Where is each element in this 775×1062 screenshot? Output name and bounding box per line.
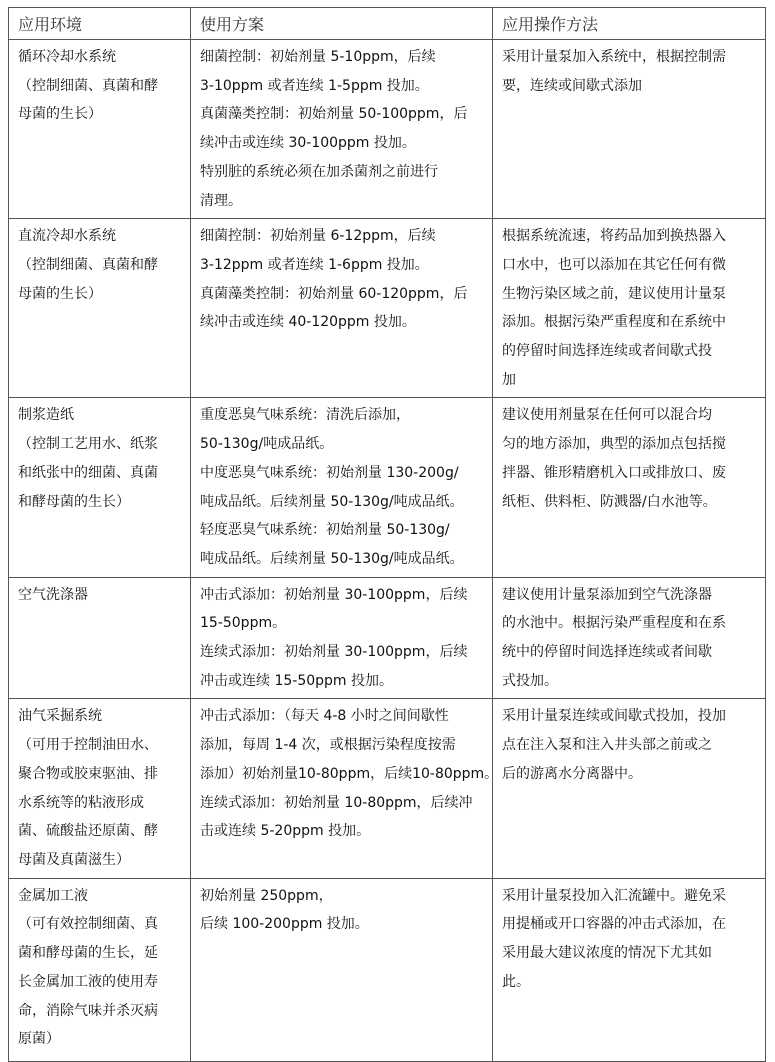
operation-method-cell: [493, 40, 766, 219]
environment-cell: [9, 219, 191, 398]
cell-text-line: 命，消除气味并杀灭病: [18, 1002, 158, 1019]
operation-method-cell: [493, 577, 766, 699]
cell-text-line: 建议使用剂量泵在任何可以混合均: [502, 407, 712, 424]
cell-text-line: 吨成品纸。后续剂量 50-130g/吨成品纸。: [200, 550, 464, 567]
cell-text-line: 母菌及真菌滋生）: [18, 851, 130, 868]
usage-plan-cell: [191, 40, 493, 219]
environment-cell: [9, 699, 191, 878]
cell-text-line: 菌、硫酸盐还原菌、酵: [18, 823, 158, 840]
usage-plan-cell: [191, 699, 499, 878]
cell-text-line: 制浆造纸: [18, 407, 74, 424]
cell-text-line: （控制细菌、真菌和酵: [18, 77, 158, 94]
operation-method-cell: [493, 878, 766, 1061]
cell-text-line: 加: [502, 371, 516, 388]
cell-text-line: 母菌的生长）: [18, 106, 102, 123]
cell-text-line: （可用于控制油田水、: [18, 737, 158, 754]
cell-text-line: 重度恶臭气味系统：清洗后添加，: [200, 407, 410, 424]
cell-text-line: 原菌）: [18, 1031, 60, 1048]
cell-text-line: 后续 100-200ppm 投加。: [200, 916, 369, 933]
cell-text-line: 3-10ppm 或者连续 1-5ppm 投加。: [200, 77, 429, 94]
cell-text-line: 细菌控制：初始剂量 6-12ppm，后续: [200, 228, 436, 245]
cell-text-line: 生物污染区域之前，建议使用计量泵: [502, 285, 726, 302]
header-row: [9, 8, 766, 40]
cell-text-line: 聚合物或胶束驱油、排: [18, 765, 158, 782]
header-usage-plan: 使用方案: [191, 8, 493, 40]
cell-text-line: 50-130g/吨成品纸。: [200, 436, 334, 453]
cell-text-line: 特别脏的系统必须在加杀菌剂之前进行: [200, 163, 438, 180]
cell-text-line: 吨成品纸。后续剂量 50-130g/吨成品纸。: [200, 493, 464, 510]
cell-text-line: 采用计量泵加入系统中，根据控制需: [502, 49, 726, 65]
cell-text-line: 采用计量泵连续或间歇式投加，投加: [502, 708, 726, 725]
cell-text-line: 中度恶臭气味系统：初始剂量 130-200g/: [200, 464, 459, 481]
cell-text-line: 要，连续或间歇式添加: [502, 77, 642, 94]
table-row: [9, 577, 766, 699]
cell-text-line: （控制工艺用水、纸浆: [18, 436, 158, 453]
cell-text-line: 清理。: [200, 192, 242, 209]
header-environment: 应用环境: [9, 8, 191, 40]
cell-text-line: 长金属加工液的使用寿: [18, 973, 158, 990]
cell-text-line: 轻度恶臭气味系统：初始剂量 50-130g/: [200, 522, 450, 539]
table-row: [9, 878, 766, 1061]
cell-text-line: 击或连续 5-20ppm 投加。: [200, 823, 371, 840]
cell-text-line: 采用计量泵投加入汇流罐中。避免采: [502, 887, 726, 904]
cell-text-line: 15-50ppm。: [200, 615, 287, 632]
cell-text-line: （控制细菌、真菌和酵: [18, 256, 158, 273]
cell-text-line: 冲击式添加：初始剂量 30-100ppm，后续: [200, 586, 468, 603]
cell-text-line: 3-12ppm 或者连续 1-6ppm 投加。: [200, 256, 429, 273]
cell-text-line: （可有效控制细菌、真: [18, 916, 158, 933]
usage-plan-cell: [191, 219, 493, 398]
cell-text-line: 后的游离水分离器中。: [502, 765, 642, 782]
cell-text-line: 建议使用计量泵添加到空气洗涤器: [502, 586, 712, 603]
environment-cell: [9, 577, 191, 699]
cell-text-line: 式投加。: [502, 672, 558, 689]
environment-cell: [9, 40, 191, 219]
table-row: [9, 219, 766, 398]
cell-text-line: 真菌藻类控制：初始剂量 60-120ppm，后: [200, 285, 468, 302]
cell-text-line: 循环冷却水系统: [18, 49, 116, 65]
cell-text-line: 冲击式添加：（每天 4-8 小时之间间歇性: [200, 708, 449, 725]
cell-text-line: 纸柜、供料柜、防溅器/白水池等。: [502, 493, 717, 510]
cell-text-line: 冲击或连续 15-50ppm 投加。: [200, 672, 393, 689]
cell-text-line: 空气洗涤器: [18, 586, 88, 603]
cell-text-line: 续冲击或连续 30-100ppm 投加。: [200, 135, 416, 152]
cell-text-line: 连续式添加：初始剂量 30-100ppm，后续: [200, 644, 468, 661]
cell-text-line: 根据系统流速，将药品加到换热器入: [502, 228, 726, 245]
cell-text-line: 直流冷却水系统: [18, 228, 116, 245]
usage-plan-cell: [191, 398, 493, 577]
usage-plan-cell: [191, 577, 493, 699]
cell-text-line: 和酵母菌的生长）: [18, 493, 130, 510]
cell-text-line: 和纸张中的细菌、真菌: [18, 464, 158, 481]
cell-text-line: 的水池中。根据污染严重程度和在系: [502, 615, 726, 632]
cell-text-line: 水系统等的粘液形成: [18, 794, 144, 811]
environment-cell: [9, 878, 191, 1061]
cell-text-line: 用提桶或开口容器的冲击式添加，在: [502, 916, 726, 933]
cell-text-line: 口水中，也可以添加在其它任何有微: [502, 256, 726, 273]
cell-text-line: 点在注入泵和注入井头部之前或之: [502, 737, 712, 754]
cell-text-line: 添加。根据污染严重程度和在系统中: [502, 314, 726, 331]
cell-text-line: 连续式添加：初始剂量 10-80ppm，后续冲: [200, 794, 473, 811]
cell-text-line: 添加）初始剂量10-80ppm，后续10-80ppm。: [200, 765, 499, 782]
application-table: [8, 7, 766, 1062]
cell-text-line: 拌器、锥形精磨机入口或排放口、废: [502, 464, 726, 481]
cell-text-line: 初始剂量 250ppm，: [200, 887, 333, 904]
table-row: [9, 398, 766, 577]
cell-text-line: 母菌的生长）: [18, 285, 102, 302]
operation-method-cell: [493, 699, 766, 878]
cell-text-line: 统中的停留时间选择连续或者间歇: [502, 644, 712, 661]
cell-text-line: 金属加工液: [18, 887, 88, 904]
cell-text-line: 的停留时间选择连续或者间歇式投: [502, 343, 712, 360]
table-row: [9, 40, 766, 219]
cell-text-line: 此。: [502, 973, 530, 990]
table-row: [9, 699, 766, 878]
cell-text-line: 油气采掘系统: [18, 708, 102, 725]
header-operation-method: 应用操作方法: [493, 8, 766, 40]
cell-text-line: 添加，每周 1-4 次，或根据污染程度按需: [200, 737, 456, 754]
environment-cell: [9, 398, 191, 577]
operation-method-cell: [493, 219, 766, 398]
cell-text-line: 细菌控制：初始剂量 5-10ppm，后续: [200, 49, 436, 65]
cell-text-line: 真菌藻类控制：初始剂量 50-100ppm，后: [200, 106, 468, 123]
cell-text-line: 菌和酵母菌的生长，延: [18, 945, 158, 962]
usage-plan-cell: [191, 878, 493, 1061]
cell-text-line: 续冲击或连续 40-120ppm 投加。: [200, 314, 416, 331]
cell-text-line: 采用最大建议浓度的情况下尤其如: [502, 945, 712, 962]
operation-method-cell: [493, 398, 766, 577]
cell-text-line: 匀的地方添加，典型的添加点包括搅: [502, 436, 726, 453]
